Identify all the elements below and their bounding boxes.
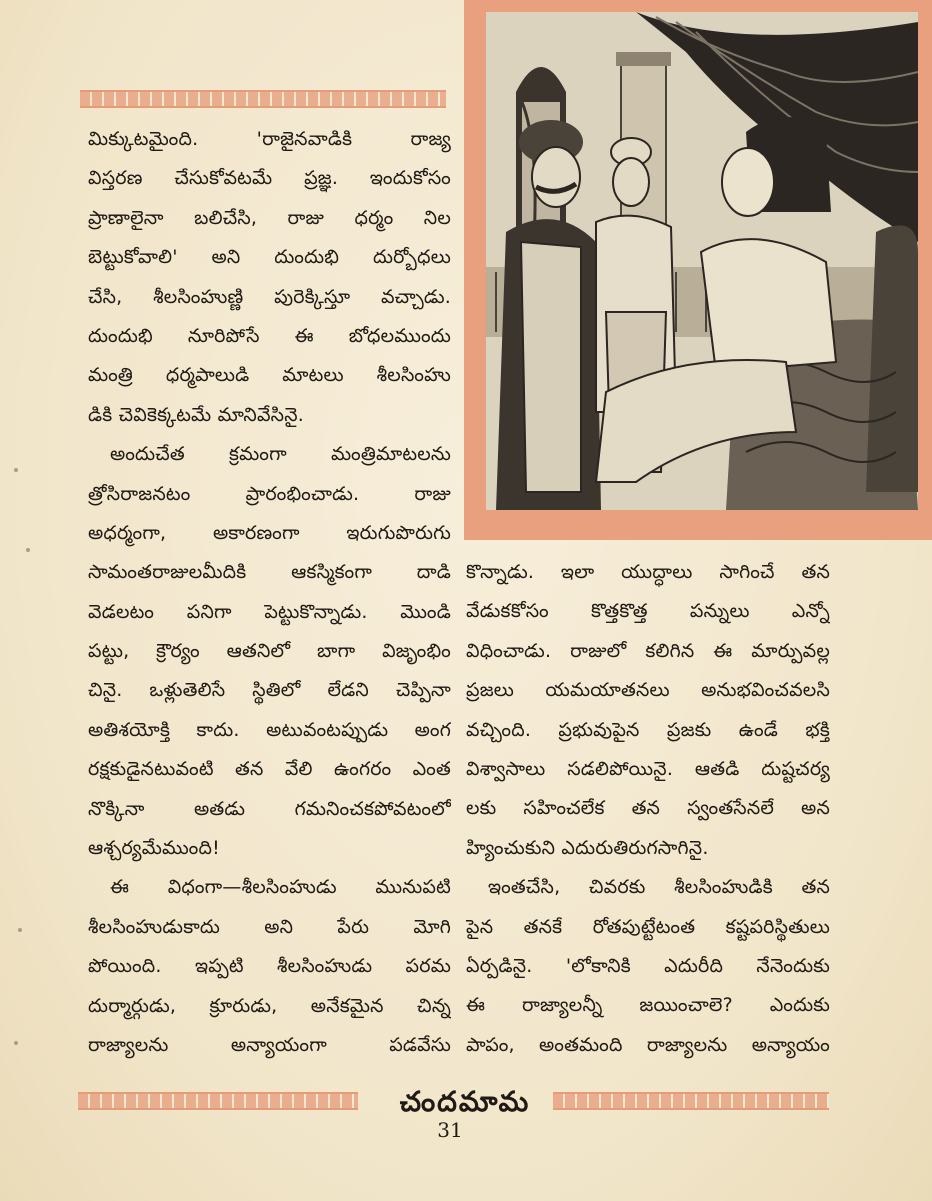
left-line: చేసి, శీలసింహుణ్ణి పురెక్కిస్తూ వచ్చాడు. [88,285,451,308]
left-line: ఆశ్చర్యమేముంది! [88,837,220,860]
right-line: పాపం, అంతమంది రాజ్యాలను అన్యాయం [466,1033,830,1056]
left-line: పోయింది. ఇప్పటి శీలసింహుడు పరమ [88,955,451,978]
right-line: ఈ రాజ్యాలన్నీ జయించాలె? ఎందుకు [466,994,830,1017]
right-line: విశ్వాసాలు సడలిపోయినై. ఆతడి దుష్టచర్య [466,757,830,780]
right-line: హ్యించుకుని ఎదురుతిరుగసాగినై. [466,836,709,859]
page-speck [26,548,30,552]
left-line: ఈ విధంగా—శీలసింహుడు మునుపటి [110,876,451,899]
right-line: ఇంతచేసి, చివరకు శీలసింహుడికి తన [488,876,830,899]
right-line: వచ్చింది. ప్రభువుపైన ప్రజకు ఉండే భక్తి [466,718,830,741]
magazine-title: చందమామ [399,1085,531,1118]
left-line: త్రోసిరాజనటం ప్రారంభించాడు. రాజు [88,482,451,505]
left-line: నొక్కినా అతడు గమనించకపోవటంలో [88,797,451,820]
left-line: దుందుభి నూరిపోసే ఈ బోధలముందు [88,324,451,347]
left-line: పట్టు, క్రౌర్యం ఆతనిలో బాగా విజృంభిం [88,640,451,663]
top-decorative-border [80,90,446,108]
left-line: బెట్టుకోవాలి' అని దుందుభి దుర్బోధలు [88,246,451,269]
illustration-king-with-ministers [486,12,918,510]
left-line: విస్తరణ చేసుకోవటమే ప్రజ్ఞ. ఇందుకోసం [88,167,451,190]
left-line: దుర్మార్గుడు, క్రూరుడు, అనేకమైన చిన్న [88,994,451,1017]
left-line: డికి చెవికెక్కటమే మానివేసినై. [88,403,304,426]
left-line: అధర్మంగా, అకారణంగా ఇరుగుపొరుగు [88,521,451,544]
page-number: 31 [437,1118,463,1142]
right-line: లకు సహించలేక తన స్వంతసేనలే అన [466,797,830,820]
left-line: రాజ్యాలను అన్యాయంగా పడవేసు [88,1033,451,1056]
illustration-drawing [486,12,918,510]
right-line: విధించాడు. రాజులో కలిగిన ఈ మార్పువల్ల [466,639,830,662]
left-line: అందుచేత క్రమంగా మంత్రిమాటలను [110,443,451,466]
left-line: వెడలటం పనిగా పెట్టుకొన్నాడు. మొండి [88,600,451,623]
footer-border-left [78,1092,358,1110]
left-line: శీలసింహుడుకాదు అని పేరు మోగి [88,915,451,938]
left-line: ప్రాణాలైనా బలిచేసి, రాజు ధర్మం నిల [88,206,451,229]
right-line: ఏర్పడినై. 'లోకానికి ఎదురీది నేనెందుకు [466,954,830,977]
page-speck [14,1041,18,1045]
right-line: ప్రజలు యమయాతనలు అనుభవించవలసి [466,679,830,702]
footer-border-right [553,1092,829,1110]
page-speck [14,468,18,472]
left-line: మంత్రి ధర్మపాలుడి మాటలు శీలసింహు [88,364,451,387]
left-line: చినై. ఒళ్లుతెలిసే స్థితిలో లేడని చెప్పినా [88,679,451,702]
left-line: మిక్కుటమైంది. 'రాజైనవాడికి రాజ్య [88,128,451,150]
left-line: సామంతరాజులమీదికి ఆకస్మికంగా దాడి [88,561,451,584]
right-line: వేడుకకోసం కొత్తకొత్త పన్నులు ఎన్నో [466,600,830,623]
right-line: కొన్నాడు. ఇలా యుద్ధాలు సాగించే తన [466,561,830,583]
right-column-text [466,553,830,1065]
left-column-text [88,120,451,1065]
page-speck [18,928,22,932]
left-line: అతిశయోక్తి కాదు. అటువంటప్పుడు అంగ [88,718,451,741]
right-line: పైన తనకే రోతపుట్టేటంత కష్టపరిస్థితులు [466,915,830,938]
left-line: రక్షకుడైనటువంటి తన వేలి ఉంగరం ఎంత [88,758,451,781]
